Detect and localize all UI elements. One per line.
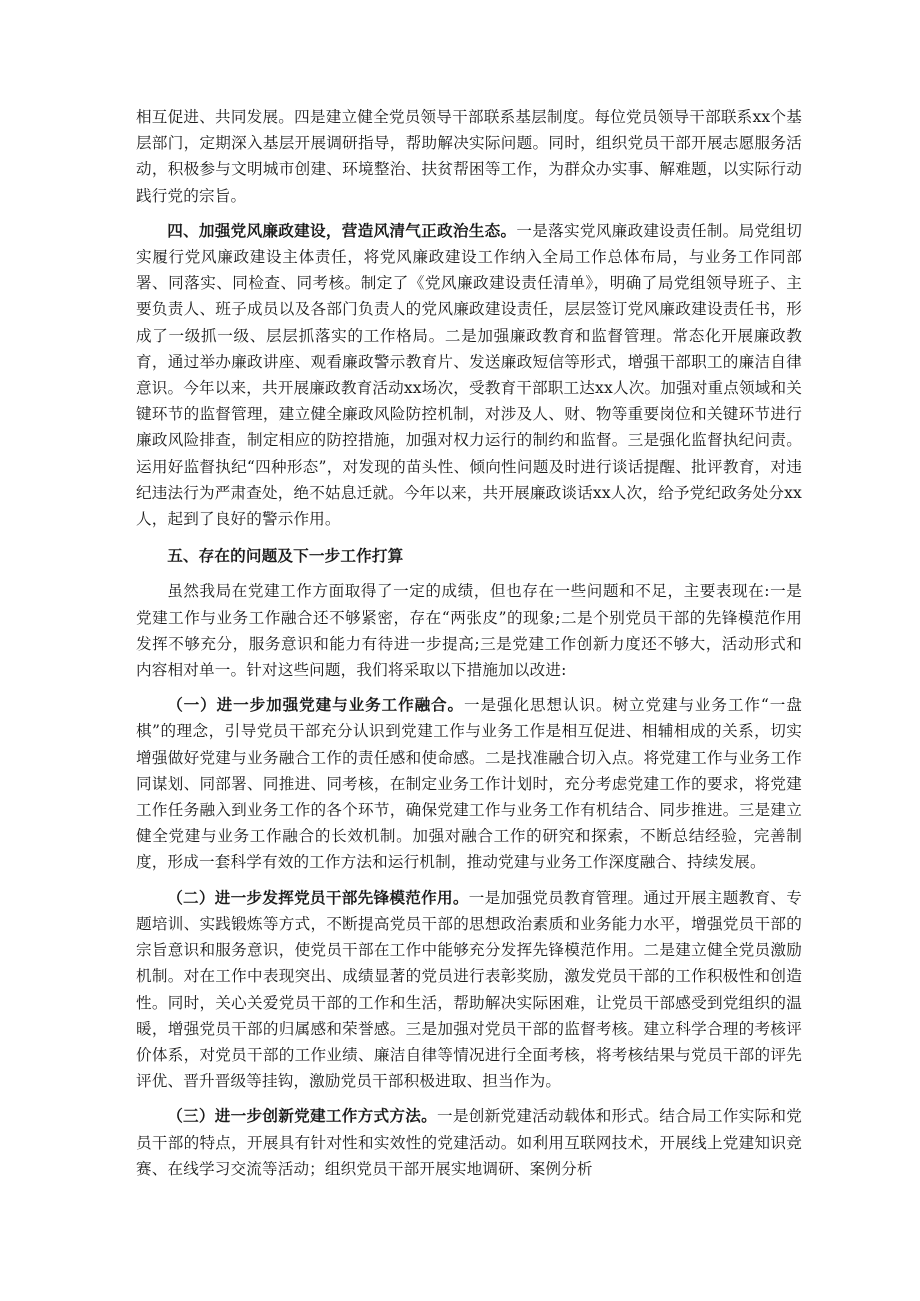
paragraph-text: 一是创新党建活动载体和形式。结合局工作实际和党员干部的特点，开展具有针对性和实效性的党建活动。如利用互联网技术，开展线上党建知识竞赛、在线学习交流等活动；组织党员干部开展实地调研、案例分析 [136,1107,802,1178]
section-heading: 四、加强党风廉政建设，营造风清气正政治生态。 [167,220,517,240]
paragraph-measure-one [136,692,802,875]
paragraph-problems [136,578,802,683]
paragraph-text: 一是强化思想认识。树立党建与业务工作“一盘棋”的理念，引导党员干部充分认识到党建工作与业务工作是相互促进、相辅相成的关系，切实增强做好党建与业务融合工作的责任感和使命感。二是找准融合切入点。将党建工作与业务工作同谋划、同部署、同推进、同考核，在制定业务工作计划时，充分考虑党建工作的要求，将党建工作任务融入到业务工作的各个环节，确保党建工作与业务工作有机结合、同步推进。三是建立健全党建与业务工作融合的长效机制。加强对融合工作的研究和探索，不断总结经验，完善制度，形成一套科学有效的工作方法和运行机制，推动党建与业务工作深度融合、持续发展。 [136,696,803,872]
paragraph-text: 一是落实党风廉政建设责任制。局党组切实履行党风廉政建设主体责任，将党风廉政建设工作纳入全局工作总体布局，与业务工作同部署、同落实、同检查、同考核。制定了《党风廉政建设责任清单》，明确了局党组领导班子、主要负责人、班子成员以及各部门负责人的党风廉政建设责任，层层签订党风廉政建设责任书，形成了一级抓一级、层层抓落实的工作格局。二是加强廉政教育和监督管理。常态化开展廉政教育，通过举办廉政讲座、观看廉政警示教育片、发送廉政短信等形式，增强干部职工的廉洁自律意识。今年以来，共开展廉政教育活动xx场次，受教育干部职工达xx人次。加强对重点领域和关键环节的监督管理，建立健全廉政风险防控机制，对涉及人、财、物等重要岗位和关键环节进行廉政风险排查，制定相应的防控措施，加强对权力运行的制约和监督。三是强化监督执纪问责。运用好监督执纪“四种形态”，对发现的苗头性、倾向性问题及时进行谈话提醒、批评教育，对违纪违法行为严肃查处，绝不姑息迁就。今年以来，共开展廉政谈话xx人次，给予党纪政务处分xx人，起到了良好的警示作用。 [136,221,802,529]
subsection-heading: （一）进一步加强党建与业务工作融合。 [167,695,465,715]
paragraph-text: 虽然我局在党建工作方面取得了一定的成绩，但也存在一些问题和不足，主要表现在:一是党建工作与业务工作融合还不够紧密，存在“两张皮”的现象;二是个别党员干部的先锋模范作用发挥不够充分，服务意识和能力有待进一步提高;三是党建工作创新力度还不够大，活动形式和内容相对单一。针对这些问题，我们将采取以下措施加以改进: [136,582,802,680]
section-heading: 五、存在的问题及下一步工作打算 [167,546,404,566]
paragraph-section-five-heading [136,543,802,569]
paragraph-continuation [136,104,802,209]
paragraph-measure-three [136,1103,802,1182]
paragraph-section-four [136,218,802,532]
paragraph-text: 相互促进、共同发展。四是建立健全党员领导干部联系基层制度。每位党员领导干部联系xx个基层部门，定期深入基层开展调研指导，帮助解决实际问题。同时，组织党员干部开展志愿服务活动，积极参与文明城市创建、环境整治、扶贫帮困等工作，为群众办实事、解难题，以实际行动践行党的宗旨。 [136,108,802,205]
paragraph-text: 一是加强党员教育管理。通过开展主题教育、专题培训、实践锻炼等方式，不断提高党员干部的思想政治素质和业务能力水平，增强党员干部的宗旨意识和服务意识，使党员干部在工作中能够充分发挥先锋模范作用。二是建立健全党员激励机制。对在工作中表现突出、成绩显著的党员进行表彰奖励，激发党员干部的工作积极性和创造性。同时，关心关爱党员干部的工作和生活，帮助解决实际困难，让党员干部感受到党组织的温暖，增强党员干部的归属感和荣誉感。三是加强对党员干部的监督考核。建立科学合理的考核评价体系，对党员干部的工作业绩、廉洁自律等情况进行全面考核，将考核结果与党员干部的评先评优、晋升晋级等挂钩，激励党员干部积极进取、担当作为。 [136,888,802,1091]
subsection-heading: （三）进一步创新党建工作方式方法。 [167,1106,438,1126]
subsection-heading: （二）进一步发挥党员干部先锋模范作用。 [167,887,469,907]
paragraph-measure-two [136,885,802,1095]
